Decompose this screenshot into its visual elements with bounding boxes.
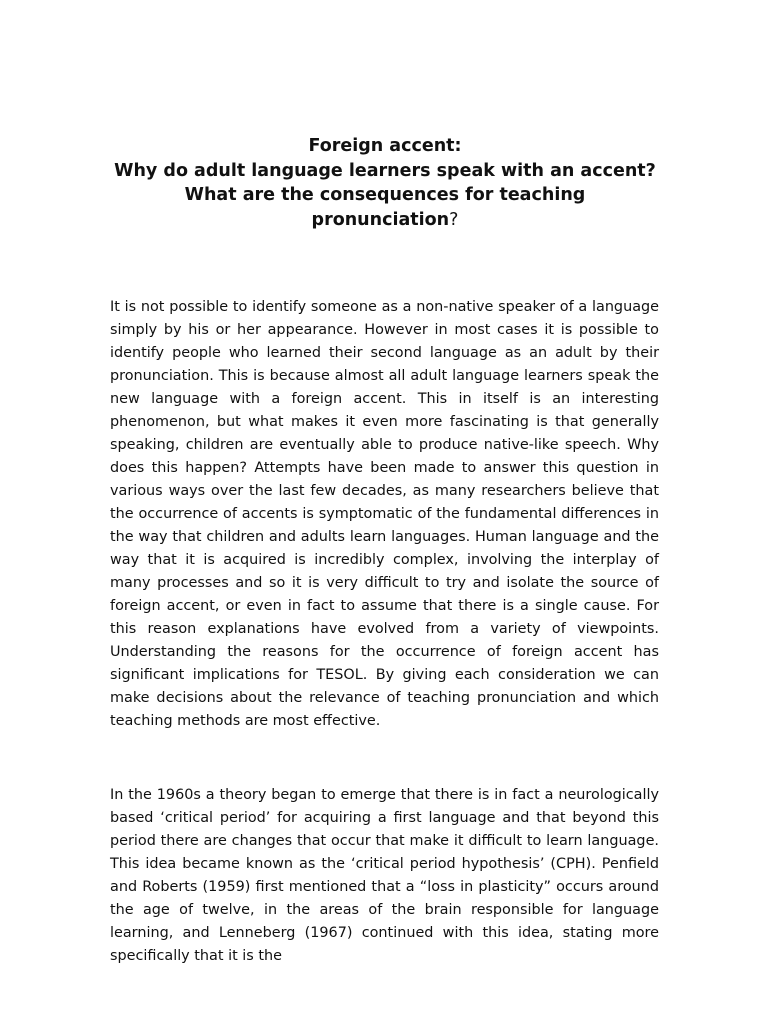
title-line-3-text: What are the consequences for teaching pronunciation xyxy=(184,185,586,230)
title-line-2: Why do adult language learners speak with an accent? xyxy=(114,160,656,181)
body-paragraph-1 xyxy=(110,296,659,733)
title-line-3 xyxy=(110,183,660,232)
title-question-mark: ? xyxy=(449,209,459,230)
paragraph-text: In the 1960s a theory began to emerge that there is in fact a neurologically based ‘critical period’ for acquiring a first language and that beyond this period there are changes that occur that make it difficult to learn language. This idea became known as the ‘critical period hypothesis’ (CPH). Penfield and Roberts (1959) first mentioned that a “loss in plasticity” occurs around the age of twelve, in the areas of the brain responsible for language learning, and Lenneberg (1967) continued with this idea, stating more specifically that it is the xyxy=(110,787,659,964)
body-paragraph-2 xyxy=(110,784,659,968)
document-title xyxy=(110,134,660,232)
title-line-1: Foreign accent: xyxy=(308,136,462,156)
paragraph-text: It is not possible to identify someone as a non-native speaker of a language simply by his or her appearance. However in most cases it is possible to identify people who learned their second language as an adult by their pronunciation. This is because almost all adult language learners speak the new language with a foreign accent. This in itself is an interesting phenomenon, but what makes it even more fascinating is that generally speaking, children are eventually able to produce native-like speech. Why does this happen? Attempts have been made to answer this question in various ways over the last few decades, as many researchers believe that the occurrence of accents is symptomatic of the fundamental differences in the way that children and adults learn languages. Human language and the way that it is acquired is incredibly complex, involving the interplay of many processes and so it is very difficult to try and isolate the source of foreign accent, or even in fact to assume that there is a single cause. For this reason explanations have evolved from a variety of viewpoints. Understanding the reasons for the occurrence of foreign accent has significant implications for TESOL. By giving each consideration we can make decisions about the relevance of teaching pronunciation and which teaching methods are most effective. xyxy=(110,299,659,729)
